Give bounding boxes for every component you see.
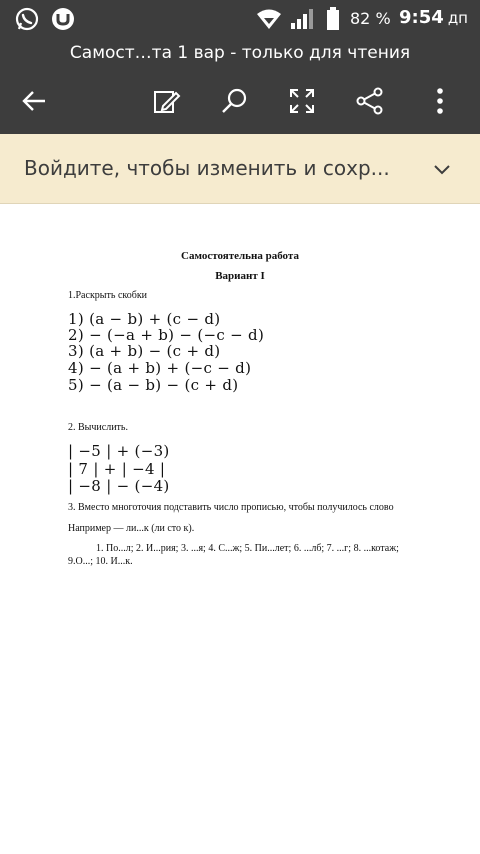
chevron-down-icon[interactable]	[430, 158, 454, 182]
signal-icon	[290, 8, 314, 34]
task2-item: | −5 | + (−3)	[68, 442, 170, 460]
more-options-button[interactable]	[422, 83, 458, 119]
battery-percent: 82 %	[350, 9, 391, 28]
fullscreen-button[interactable]	[284, 83, 320, 119]
task1-item: 2) − (−a + b) − (−c − d)	[68, 326, 265, 344]
toolbar	[0, 68, 480, 134]
search-icon	[219, 86, 249, 116]
document-page[interactable]	[0, 204, 480, 854]
status-bar	[0, 0, 480, 38]
share-button[interactable]	[352, 83, 388, 119]
wifi-icon	[256, 8, 282, 34]
task3-items-line2: 9.О...; 10. И...к.	[68, 556, 133, 567]
edit-button[interactable]	[148, 83, 184, 119]
task1-heading: 1.Раскрыть скобки	[68, 290, 148, 301]
back-button[interactable]	[16, 83, 52, 119]
battery-icon	[326, 7, 340, 35]
task3-heading: 3. Вместо многоточия подставить число прописью, чтобы получилось слово	[68, 502, 394, 513]
signin-banner[interactable]	[0, 134, 480, 204]
search-button[interactable]	[216, 83, 252, 119]
back-arrow-icon	[19, 86, 49, 116]
more-vertical-icon	[425, 86, 455, 116]
task2-heading: 2. Вычислить.	[68, 422, 128, 433]
task1-item: 1) (a − b) + (c − d)	[68, 310, 221, 328]
fullscreen-icon	[287, 86, 317, 116]
whatsapp-icon	[14, 6, 40, 36]
doc-variant: Вариант I	[215, 270, 265, 282]
task3-items-line1: 1. По...л; 2. И...рия; 3. ...я; 4. С...ж; 5. Пи...лет; 6. ...лб; 7. ...г; 8. ...котаж;	[96, 543, 399, 554]
document-title: Самост…та 1 вар - только для чтения	[0, 38, 480, 68]
task3-example: Например — ли...к (ли сто к).	[68, 523, 195, 534]
clock-time: 9:54	[399, 7, 444, 28]
task2-item: | 7 | + | −4 |	[68, 460, 166, 478]
signin-banner-text: Войдите, чтобы изменить и сохр...	[24, 156, 390, 180]
task1-item: 4) − (a + b) + (−c − d)	[68, 359, 252, 377]
edit-icon	[151, 86, 181, 116]
doc-title: Самостоятельна работа	[181, 250, 299, 262]
task1-item: 5) − (a − b) − (c + d)	[68, 376, 239, 394]
task1-item: 3) (a + b) − (c + d)	[68, 342, 221, 360]
task2-item: | −8 | − (−4)	[68, 477, 170, 495]
utorrent-icon	[50, 6, 76, 36]
share-icon	[355, 86, 385, 116]
clock-ampm: дп	[447, 9, 468, 27]
clock	[399, 7, 468, 28]
